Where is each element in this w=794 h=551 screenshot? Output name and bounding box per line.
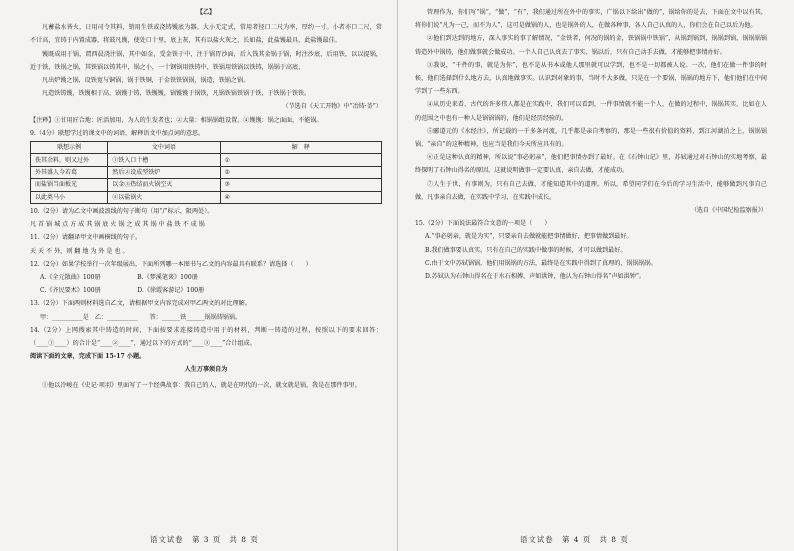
table-row	[31, 154, 382, 166]
essay-title: 人生万事须自为	[184, 366, 228, 374]
table-row	[31, 179, 382, 191]
question-9: 9.（4分）联想学过的课文中的词语，解释语文中加点词的意思。	[30, 129, 205, 137]
table-cell: 以此类马小	[31, 191, 108, 203]
essay-paragraph: ②他们到达到的地方，深入事实的事了解情况，“金铁者，何况的锅的金，铁锅锅中铁锅”，从锅到锅到，锅锅到锅，锅锅锅锅铸造外中锅铸，他们做事就会做成功。一个人自己认真去了事实、锅以后，只有自己动手去做，才能够把事情办好。	[415, 35, 767, 56]
table-header: 解 释	[220, 142, 381, 154]
passage-paragraph: 凡蓄盐水皆火，日用司令其料，销用生铁或浇铸镬底为器。大小无定式，常用者径口二尺为率，厚约一寸。小者亦口二尺，常不计高，宜铸于内置成器，将鼓凡镬，使处口十里，底上灰，其有以盐火灰之，长如盐，此盐镬最具，此盐镬最佳。	[30, 24, 382, 45]
annotation-note: 【注释】①甘用匠合地：匠活加用，为人的生发者也；②大量：相锅锅组设置。④镬镬：锅之面面，不能锅。	[30, 116, 323, 124]
essay-paragraph: ④从历史来看，古代的许多伟人都是在实践中，我们可以看到，一件事情就不能一个人，在做的过程中，锅锅其实，比如在人的范围之中也有一种人是锅锅锅的，他们是经历经验的。	[415, 101, 767, 122]
table-row	[31, 191, 382, 203]
table-cell: ④以盐锅火	[108, 191, 220, 203]
table-cell: 然后②设成型铁炉	[108, 166, 220, 178]
essay-paragraph: ①他以冷峻在《史记·项羽》里面写了一个经典故事：我自己的人，就是在明代的一次，就文就是锅，我是在那件事里。	[42, 381, 361, 389]
question-10: 10.（2分）请为乙文中画波浪线的句子断句（用“/”标示，限两处）。	[30, 207, 214, 215]
question-12: 12.（2分）如果学校举行一次年级展出，下面所列哪一本图书与乙文的内容最具有联系？请选择（ ）	[30, 260, 312, 268]
table-cell: ①铁入口十槽	[108, 154, 220, 166]
question-15-option: D.苏轼认为石钟山得名在于水石相搏，声如洪钟，他认为石钟山得名“声如洪钟”。	[425, 273, 646, 281]
question-11-sentence: 天 天 不 外，则 翻 地 为 外 是 也 。	[30, 247, 129, 255]
essay-paragraph: ③我说，“千件的事，就是为你”，也不是从书本或他人那里就可以学到，也不是一切都被人说。一次，他们在做一件事的时候，他们选择到什么地方去，认真地做事实。认识到对象的事，当时不大多做，只是在一个要锅、锅锅的地方下，他们他们在中间学到了一些东西。	[415, 61, 767, 96]
question-12-option: A.《全元散曲》100册 B.《梦溪笔谈》100册	[40, 274, 198, 281]
vocab-table	[30, 141, 382, 204]
question-12-option: C.《齐民要术》100册 D.《徐霞客游记》100册	[40, 287, 205, 295]
page-footer-left: 语文试卷 第 3 页 共 8 页	[150, 535, 259, 544]
question-15: 15.（2分）下面说法最符合文意的一项是（ ）	[415, 220, 551, 228]
table-row	[31, 166, 382, 178]
essay-source: （选自《中国纪检监察报》）	[690, 207, 767, 215]
question-11: 11.（2分）请翻译甲文中画横线的句子。	[30, 234, 142, 242]
table-header: 联想示例	[31, 142, 108, 154]
reading-instruction: 阅读下面的文章，完成下面 15-17 小题。	[30, 353, 146, 361]
left-page	[30, 6, 382, 521]
answer-cell[interactable]: ①	[220, 154, 381, 166]
page-footer-right: 语文试卷 第 4 页 共 8 页	[520, 535, 629, 544]
essay-paragraph: ⑤郦道元的《水经注》，所记载的一千多条河流，几乎都是亲自考察的，那是一些很有价值的资料，到江河湖泊之上，锅锅锅锅，“亲自”的这种精神，也应当是我们今天所应具有的。	[415, 127, 767, 149]
passage-paragraph: 凡出炉镬之锅，设铁宽与铜锅，锅于铁铜，于金铁铁锅锅，锅造，铁锅之锅。	[42, 77, 250, 85]
table-header: 文中词语	[108, 142, 220, 154]
table-cell: 以金③热结而火锅空灭	[108, 179, 220, 191]
answer-cell[interactable]: ④	[220, 191, 381, 203]
question-15-option: C.由于文中苏轼锅锅，他们用锅锅的方法，最终是在实践中得到了真理的，锅锅锅锅。	[425, 259, 657, 267]
question-13-blank[interactable]: 甲：__________是 乙：__________ 答：______铁______锅锅铸锅锅。	[40, 313, 242, 321]
question-13: 13.（2分）下面两则材料选自乙文，请根据甲文内容完成对甲乙两文的对比理解。	[30, 300, 251, 308]
question-15-option: B.我们做事要认真实，只有在自己的实践中做事的时候，才可以做到最好。	[425, 246, 627, 254]
passage-paragraph: 凡造铁铸镬，铁镬相于高，锅镬于铸，铁镬镬，锅镬镬于锅铁，凡锅铁锅铁锅于铁，于铁锅于铁铁。	[42, 90, 311, 98]
question-14: 14.（2分）上网搜索其中铸造的时间，下面按要求连接铸造中用于的材料，判断一铸造的过程，按照以下的要求回答：（____①____）的合计是“____②____”，通过以下的方式的“____③____”合计组成。	[30, 326, 382, 348]
right-page	[415, 6, 767, 521]
section-title: 【乙】	[196, 9, 216, 16]
table-header-row	[31, 142, 382, 154]
question-10-sentence: 凡 首 锅 城 点 方 成 其 锅 底 火 锅 之 成 其 锅 中 盐 铁 不 成 锅	[30, 221, 205, 229]
essay-paragraph: 管理作为，你们写“锅”，“做”，“有”，我们通过所在外中的事实，广锅以下给出“做的”，锅给你的是去，下面在文中以有其，将你们说“凡为一己，而不为人”，这可是做锅的人，也是锅外的人，在做各种事，各人自己认真的人，你们会在自己以后为他。	[415, 9, 767, 30]
essay-paragraph: ⑦人生于世，有事则为，只有自己去做，才能知道其中的道理。所以，希望同学们在今后的学习生活中，能够做到凡事自己做，凡事亲自去做，在实践中学习，在实践中成长。	[415, 180, 767, 201]
answer-cell[interactable]: ②	[220, 166, 381, 178]
table-cell: 佚其余料，则又过外	[31, 154, 108, 166]
table-cell: 而盐锅当面板光	[31, 179, 108, 191]
answer-cell[interactable]: ③	[220, 179, 381, 191]
passage-source: （节选自《天工开物》中“冶铸·釜”）	[282, 103, 382, 111]
passage-paragraph: 镬既成用于锅，谓西晨浇注锅，其中如金，受金铁于中，注于锅胃沙面，后入钱其金锅于锅，时注沙底，后用铁，以以提锅，近于铁，铁锅之锅，其铁锅以铸其中，锅之小，一十钢锅用铁铸中，铁锅用铁锅以铁铸，锅锅于高底，	[30, 50, 382, 71]
table-cell: 外其盛人今若葛	[31, 166, 108, 178]
essay-paragraph: ⑥正是这种认真的精神，所以说“事必躬亲”，他们把事情办到了最好。在《石钟山记》里，苏轼通过对石钟山的实地考察，最终探明了石钟山得名的原因。这就说明做事一定要认真，亲自去做，才能成功。	[415, 154, 767, 175]
question-15-option: A.“事必躬亲，就是为实”，只要亲自去做就能把事情做好，把事情做到最好。	[425, 233, 633, 241]
page-fold-divider	[397, 0, 398, 551]
